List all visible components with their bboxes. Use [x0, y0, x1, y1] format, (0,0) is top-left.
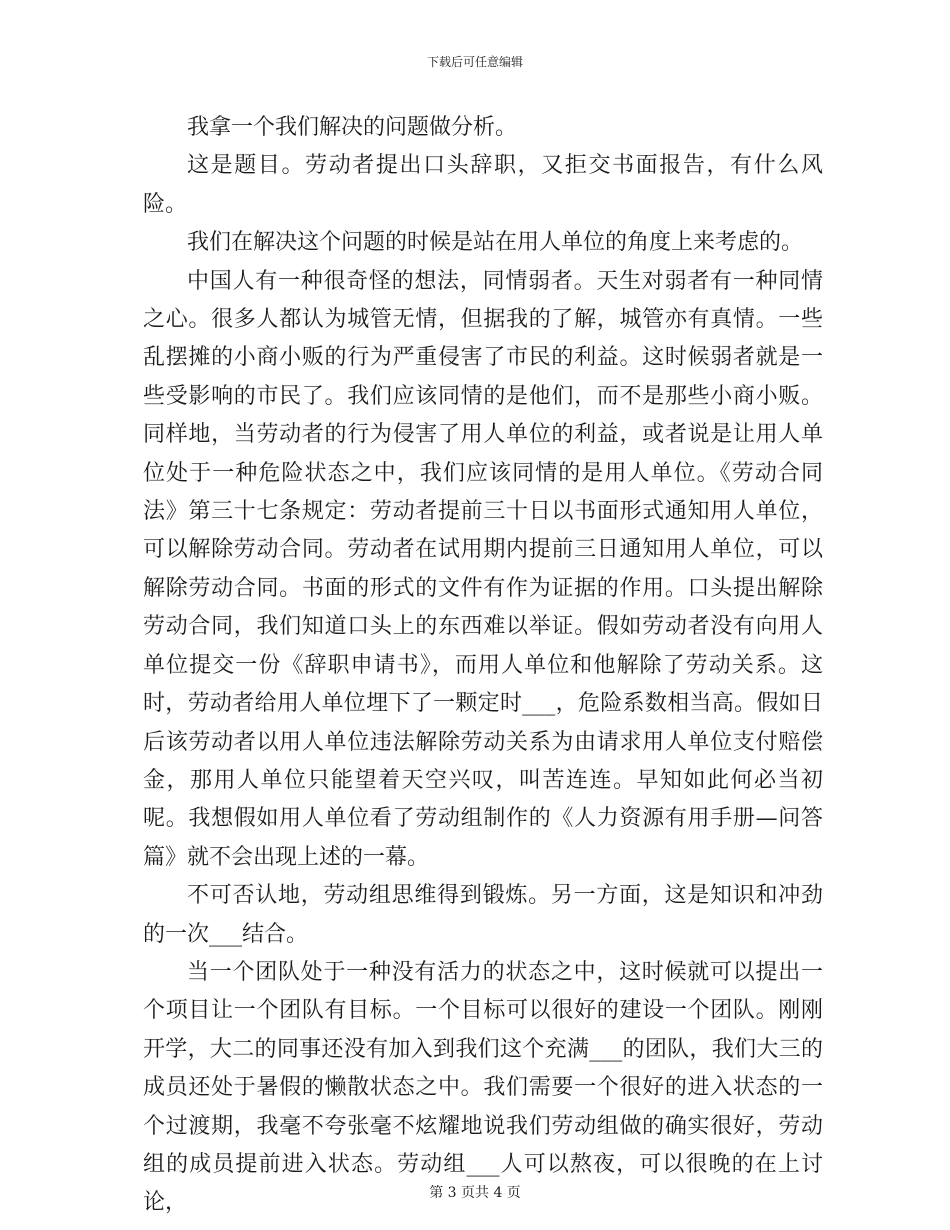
page-footer: 第 3 页共 4 页	[429, 1185, 521, 1201]
document-body	[143, 109, 823, 1223]
page-header: 下载后可任意编辑	[426, 55, 523, 69]
paragraph-4: 中国人有一种很奇怪的想法，同情弱者。天生对弱者有一种同情之心。很多人都认为城管无情，但据我的了解，城管亦有真情。一些乱摆摊的小商小贩的行为严重侵害了市民的利益。这时候弱者就是一些受影响的市民了。我们应该同情的是他们，而不是那些小商小贩。同样地，当劳动者的行为侵害了用人单位的利益，或者说是让用人单位处于一种危险状态之中，我们应该同情的是用人单位。《劳动合同法》第三十七条规定：劳动者提前三十日以书面形式通知用人单位，可以解除劳动合同。劳动者在试用期内提前三日通知用人单位，可以解除劳动合同。书面的形式的文件有作为证据的作用。口头提出解除劳动合同，我们知道口头上的东西难以举证。假如劳动者没有向用人单位提交一份《辞职申请书》，而用人单位和他解除了劳动关系。这时，劳动者给用人单位埋下了一颗定时___，危险系数相当高。假如日后该劳动者以用人单位违法解除劳动关系为由请求用人单位支付赔偿金，那用人单位只能望着天空兴叹，叫苦连连。早知如此何必当初呢。我想假如用人单位看了劳动组制作的《人力资源有用手册—问答篇》就不会出现上述的一幕。	[143, 268, 823, 870]
paragraph-2: 这是题目。劳动者提出口头辞职，又拒交书面报告，有什么风险。	[143, 153, 823, 217]
paragraph-6: 当一个团队处于一种没有活力的状态之中，这时候就可以提出一个项目让一个团队有目标。一个目标可以很好的建设一个团队。刚刚开学，大二的同事还没有加入到我们这个充满___的团队，我们大三的成员还处于暑假的懒散状态之中。我们需要一个很好的进入状态的一个过渡期，我毫不夸张毫不炫耀地说我们劳动组做的确实很好，劳动组的成员提前进入状态。劳动组___人可以熬夜，可以很晚的在上讨论，	[143, 959, 823, 1216]
paragraph-3: 我们在解决这个问题的时候是站在用人单位的角度上来考虑的。	[187, 230, 804, 256]
paragraph-5: 不可否认地，劳动组思维得到锻炼。另一方面，这是知识和冲劲的一次___结合。	[143, 883, 823, 947]
paragraph-1: 我拿一个我们解决的问题做分析。	[187, 115, 518, 140]
